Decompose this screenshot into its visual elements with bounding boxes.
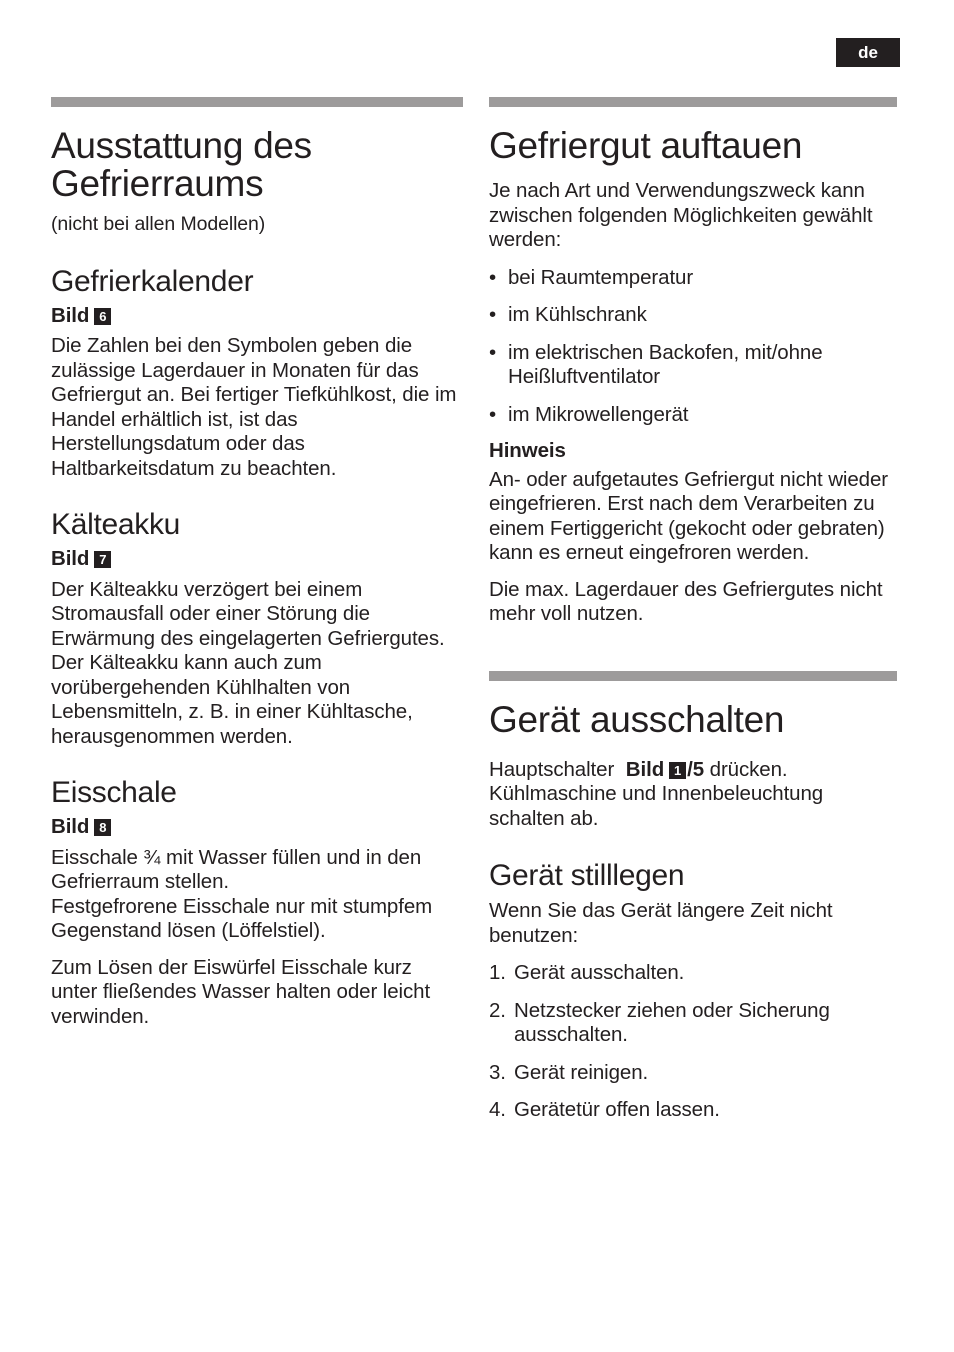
note-text: Die max. Lagerdauer des Gefriergutes nicht mehr voll nutzen. — [489, 577, 883, 625]
language-tab: de — [836, 38, 900, 67]
heading-stilllegen: Gerät stilllegen — [489, 859, 685, 892]
left-column — [51, 97, 463, 1029]
figure-number-box: 8 — [94, 819, 111, 836]
paragraph: Zum Lösen der Eiswürfel Eisschale kurz unter fließendes Wasser halten oder leicht verwinden. — [51, 955, 431, 1028]
list-item: • im Kühlschrank — [489, 303, 897, 328]
figure-ref: Bild 8 — [51, 815, 463, 840]
list-item: 4. Gerätetür offen lassen. — [489, 1098, 720, 1121]
figure-ref: Bild 6 — [51, 304, 463, 329]
paragraph: Wenn Sie das Gerät längere Zeit nicht benutzen: — [489, 899, 833, 947]
list-item: • bei Raumtemperatur — [489, 266, 897, 291]
section-rule — [51, 97, 463, 107]
note-text: An- oder aufgetautes Gefriergut nicht wieder eingefrieren. Erst nach dem Verarbeiten zu einem Fertiggericht (gekocht oder gebraten) kann es erneut eingefroren werden. — [489, 467, 888, 564]
paragraph: Eisschale ¾ mit Wasser füllen und in den Gefrierraum stellen. — [51, 845, 422, 893]
paragraph: Je nach Art und Verwendungszweck kann zwischen folgenden Möglichkeiten gewählt werden: — [489, 179, 873, 251]
right-column — [489, 97, 897, 1123]
figure-number-box: 7 — [94, 551, 111, 568]
subtitle: (nicht bei allen Modellen) — [51, 213, 266, 235]
figure-ref: Bild 7 — [51, 547, 463, 572]
paragraph: Der Kälteakku verzögert bei einem Stromausfall oder einer Störung die Erwärmung des eingelagerten Gefriergutes. Der Kälteakku kann auch zum vorübergehenden Kühlhalten von Lebensmitteln, z. B. in einer Kühltasche, herausgenommen werden. — [51, 577, 445, 748]
thaw-options-list — [489, 266, 897, 428]
heading-kaelteakku: Kälteakku — [51, 508, 181, 541]
title-line-2: Gefrierraums — [51, 163, 264, 204]
heading-gefrierkalender: Gefrierkalender — [51, 264, 254, 298]
section-rule — [489, 671, 897, 681]
note-label: Hinweis — [489, 439, 566, 462]
list-item: 3. Gerät reinigen. — [489, 1060, 649, 1084]
paragraph: Die Zahlen bei den Symbolen geben die zulässige Lagerdauer in Monaten für das Gefriergut an. Bei fertiger Tiefkühlkost, die im Handel erhältlich ist, ist das Herstellungsdatum oder das Haltbarkeitsdatum zu beachten. — [51, 334, 457, 480]
heading-eisschale: Eisschale — [51, 776, 177, 809]
page-title-left — [51, 127, 463, 203]
figure-number-box: 1 — [669, 762, 686, 779]
list-item: • im elektrischen Backofen, mit/ohne Heißluftventilator — [489, 341, 897, 390]
title-line-1: Ausstattung des — [51, 125, 312, 166]
list-item: 1. Gerät ausschalten. — [489, 961, 685, 984]
figure-number-box: 6 — [94, 308, 111, 325]
section-rule — [489, 97, 897, 107]
list-item: 2. Netzstecker ziehen oder Sicherung ausschalten. — [489, 998, 830, 1046]
list-item: • im Mikrowellengerät — [489, 403, 897, 428]
paragraph-main-switch: Hauptschalter Bild 1 /5 drücken. Kühlmaschine und Innenbeleuchtung schalten ab. — [489, 757, 824, 830]
decommission-steps — [489, 961, 897, 1123]
page-title-thaw: Gefriergut auftauen — [489, 125, 803, 166]
paragraph: Festgefrorene Eisschale nur mit stumpfem Gegenstand lösen (Löffelstiel). — [51, 894, 433, 942]
page-title-off: Gerät ausschalten — [489, 698, 785, 740]
